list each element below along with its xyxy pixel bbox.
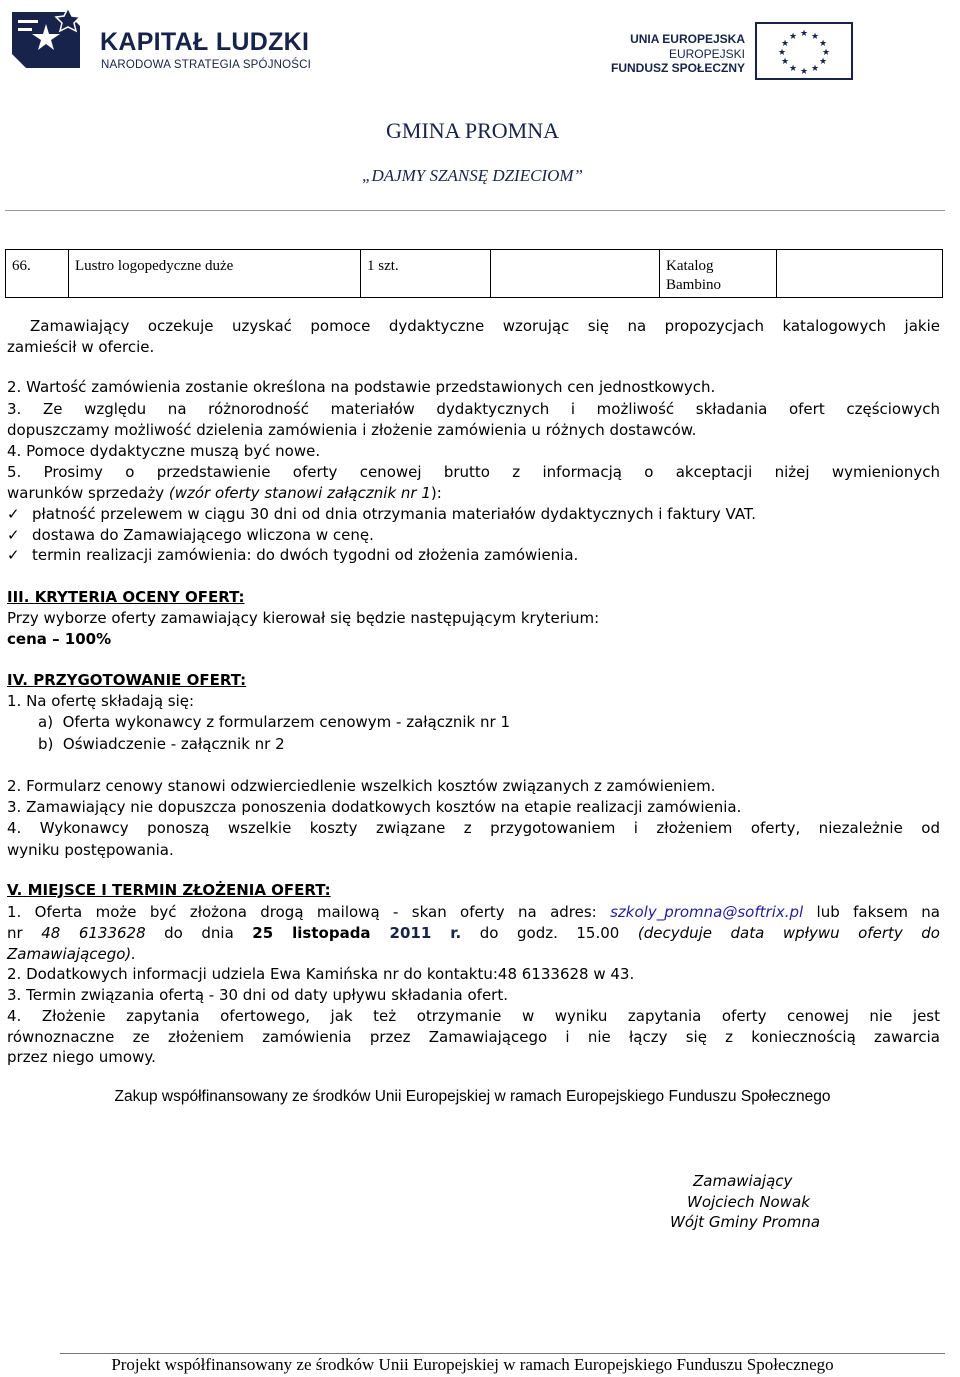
eu-efs-logo — [603, 22, 855, 82]
svg-text:★: ★ — [780, 57, 790, 67]
signature-title: Wójt Gminy Promna — [670, 1213, 821, 1231]
footer-divider — [60, 1353, 945, 1354]
svg-text:★: ★ — [818, 39, 828, 49]
section-iii-criterion: cena – 100% — [7, 630, 112, 648]
project-motto: „DAJMY SZANSĘ DZIECIOM” — [361, 166, 583, 185]
condition-deadline: termin realizacji zamówienia: do dwóch tygodni od złożenia zamówienia. — [32, 546, 579, 564]
section-v-item2: 2. Dodatkowych informacji udziela Ewa Kamińska nr do kontaktu:48 6133628 w 43. — [7, 965, 635, 983]
deadline-prefix: do dnia — [145, 924, 253, 942]
section-iv-item2: 2. Formularz cenowy stanowi odzwierciedlenie wszelkich kosztów związanych z zamówieniem. — [7, 777, 716, 795]
section-iv-item1a: a) Oferta wykonawcy z formularzem cenowym - załącznik nr 1 — [38, 713, 510, 731]
price-offer-text: warunków sprzedaży — [7, 484, 169, 502]
email-link[interactable]: szkoly_promna@softrix.pl — [610, 903, 804, 921]
eu-logo-line1: UNIA EUROPEJSKA — [630, 32, 745, 46]
cell-empty — [491, 250, 660, 298]
cell-source-line1: Katalog — [666, 258, 714, 274]
svg-text:★: ★ — [788, 32, 798, 42]
cell-number: 66. — [6, 250, 69, 298]
table-row — [6, 250, 943, 298]
condition-delivery: dostawa do Zamawiającego wliczona w cenę. — [32, 526, 374, 544]
fax-prefix: nr — [7, 924, 42, 942]
signature-name: Wojciech Nowak — [687, 1193, 810, 1211]
deadline-time: do godz. 15.00 — [461, 924, 638, 942]
page-footer: Projekt współfinansowany ze środków Unii Europejskiej w ramach Europejskiego Funduszu Społecznego — [111, 1355, 834, 1374]
list-item — [7, 525, 374, 546]
eu-logo-line3: FUNDUSZ SPOŁECZNY — [610, 61, 745, 75]
section-v-item1-line1 — [7, 902, 940, 923]
section-iv-title: PRZYGOTOWANIE OFERT: — [33, 671, 247, 689]
price-offer-close: ): — [430, 484, 442, 502]
paragraph-expectation-line2: zamieścił w ofercie. — [7, 338, 155, 356]
paragraph-partial-offers-line2: dopuszczamy możliwość dzielenia zamówienia i złożenie zamówienia u różnych dostawców. — [7, 421, 697, 439]
kl-logo-title: KAPITAŁ LUDZKI — [100, 28, 310, 56]
price-offer-note: (wzór oferty stanowi załącznik nr 1 — [168, 484, 431, 502]
paragraph-new-aids: 4. Pomoce dydaktyczne muszą być nowe. — [7, 442, 321, 460]
svg-text:★: ★ — [810, 32, 820, 42]
section-v-heading — [7, 880, 940, 901]
svg-text:★: ★ — [799, 67, 809, 77]
eu-flag-icon — [755, 22, 853, 80]
cell-quantity: 1 szt. — [361, 250, 491, 298]
eu-logo-line2: EUROPEJSKI — [668, 47, 745, 61]
svg-text:★: ★ — [821, 48, 831, 58]
list-item — [7, 545, 578, 566]
svg-text:★: ★ — [818, 57, 828, 67]
section-v-number: V. — [7, 881, 23, 899]
section-iv-item1b: b) Oświadczenie - załącznik nr 2 — [38, 735, 285, 753]
list-item — [7, 504, 756, 525]
fax-number: 48 6133628 — [41, 924, 146, 942]
section-iii-number: III. — [7, 588, 30, 606]
kapital-ludzki-logo — [8, 6, 312, 82]
deadline-note: (decyduje data wpływu oferty do — [637, 924, 940, 942]
check-icon: ✓ — [7, 546, 20, 564]
paragraph-partial-offers-line1: 3. Ze względu na różnorodność materiałów dydaktycznych i możliwość składania ofert częściowych — [7, 400, 940, 418]
section-iii-text: Przy wyborze oferty zamawiający kierował się będzie następującym kryterium: — [7, 609, 600, 627]
paragraph-price-offer-line1: 5. Prosimy o przedstawienie oferty cenowej brutto z informacją o akceptacji niżej wymienionych — [7, 463, 940, 481]
svg-text:★: ★ — [799, 29, 809, 39]
paragraph-expectation-line1: Zamawiający oczekuje uzyskać pomoce dydaktyczne wzorując się na propozycjach katalogowych jakie — [30, 317, 940, 335]
paragraph-value: 2. Wartość zamówienia zostanie określona na podstawie przedstawionych cen jednostkowych. — [7, 378, 716, 396]
cell-source — [660, 250, 777, 298]
section-iv-heading — [7, 670, 940, 691]
section-iv-number: IV. — [7, 671, 28, 689]
condition-payment: płatność przelewem w ciągu 30 dni od dnia otrzymania materiałów dydaktycznych i faktury VAT. — [32, 505, 757, 523]
section-iv-item1: 1. Na ofertę składają się: — [7, 692, 195, 710]
submission-text: 1. Oferta może być złożona drogą mailową - skan oferty na adres: — [7, 903, 611, 921]
cell-item-name: Lustro logopedyczne duże — [69, 250, 361, 298]
section-v-item1-line3: Zamawiającego). — [7, 945, 137, 963]
deadline-year: 2011 r. — [370, 924, 462, 942]
svg-text:★: ★ — [810, 64, 820, 74]
check-icon: ✓ — [7, 526, 20, 544]
section-v-item4-line2: równoznaczne ze złożeniem zamówienia przez Zamawiającego i nie łączy się z koniecznością zawarcia — [7, 1028, 940, 1046]
section-iii-heading — [7, 587, 940, 608]
section-v-item1-line2 — [7, 923, 940, 944]
section-iv-item4-line2: wyniku postępowania. — [7, 841, 174, 859]
section-v-item4-line3: przez niego umowy. — [7, 1048, 156, 1066]
section-v-title: MIEJSCE I TERMIN ZŁOŻENIA OFERT: — [27, 881, 331, 899]
cell-trailing — [777, 250, 943, 298]
section-v-item4-line1: 4. Złożenie zapytania ofertowego, jak też otrzymanie w wyniku zapytania oferty cenowej nie jest — [7, 1007, 940, 1025]
paragraph-price-offer-line2 — [7, 483, 940, 504]
svg-text:★: ★ — [780, 39, 790, 49]
items-table — [5, 249, 943, 298]
svg-text:★: ★ — [788, 64, 798, 74]
section-iv-item4-line1: 4. Wykonawcy ponoszą wszelkie koszty związane z przygotowaniem i złożeniem oferty, niezależnie od — [7, 819, 940, 837]
section-iii-title: KRYTERIA OCENY OFERT: — [34, 588, 245, 606]
header-divider — [5, 210, 945, 211]
kapital-ludzki-emblem-icon — [8, 6, 92, 82]
kl-logo-subtitle: NARODOWA STRATEGIA SPÓJNOŚCI — [101, 59, 312, 71]
check-icon: ✓ — [7, 505, 20, 523]
cell-source-line2: Bambino — [666, 277, 721, 293]
svg-text:★: ★ — [777, 48, 787, 58]
organization-name: GMINA PROMNA — [386, 118, 559, 143]
deadline-date: 25 listopada — [252, 924, 371, 942]
funding-note: Zakup współfinansowany ze środków Unii Europejskiej w ramach Europejskiego Funduszu Społecznego — [114, 1088, 831, 1105]
section-v-item3: 3. Termin związania ofertą - 30 dni od daty upływu składania ofert. — [7, 986, 508, 1004]
submission-fax-text: lub faksem na — [803, 903, 940, 921]
section-iv-item3: 3. Zamawiający nie dopuszcza ponoszenia dodatkowych kosztów na etapie realizacji zamówienia. — [7, 798, 742, 816]
signature-role: Zamawiający — [693, 1172, 793, 1190]
